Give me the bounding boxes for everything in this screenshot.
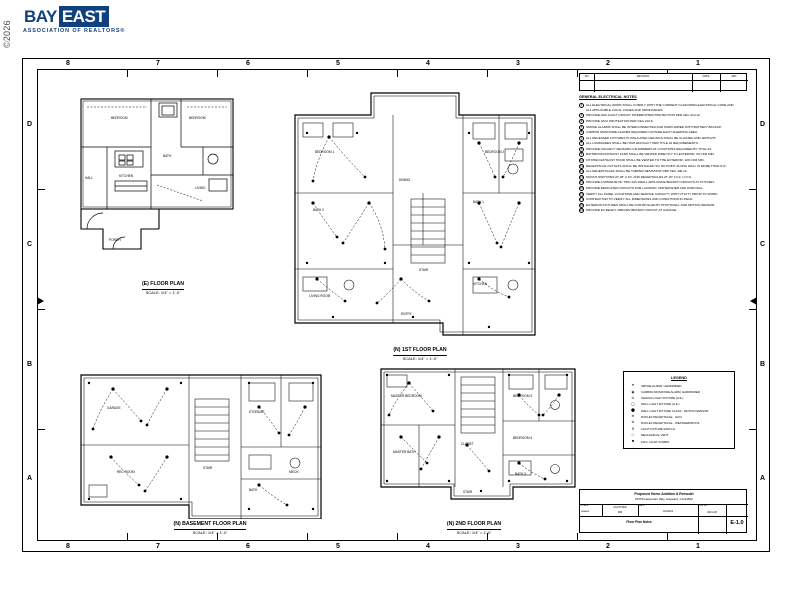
plan-proposed-second[interactable] [363, 359, 593, 519]
legend-item [628, 408, 730, 414]
zone-tick [37, 309, 45, 310]
zone-label-top-3: 3 [516, 60, 520, 67]
room-label: HALL [85, 176, 93, 180]
note-number: 11 [580, 164, 583, 168]
plan-basement[interactable] [63, 359, 341, 519]
room-label: GARAGE [107, 406, 121, 410]
note-item [579, 158, 739, 163]
carbon-monoxide-alarm-icon: ◉ [631, 389, 635, 394]
room-label: BEDROOM 3 [513, 394, 533, 398]
plan-proposed-second-caption [419, 521, 529, 535]
legend-item [628, 402, 730, 408]
bayeast-logo [22, 6, 152, 38]
legend-item-label: FAN / LIGHT COMBO [641, 439, 670, 444]
zone-label-top-4: 4 [426, 60, 430, 67]
divider [580, 80, 748, 81]
legend-item [628, 420, 730, 426]
zone-label-top-5: 5 [336, 60, 340, 67]
logo-bay-text: BAY [24, 7, 57, 26]
zone-label-top-2: 2 [606, 60, 610, 67]
legend-item [628, 414, 730, 420]
legend-item-label: DUPLEX RECEPTACLE - WEATHERPROOF [641, 420, 700, 425]
logo-wordmark [22, 6, 152, 27]
zone-tick [397, 533, 398, 541]
note-item [579, 208, 739, 213]
room-label: KITCHEN [473, 282, 487, 286]
note-item [579, 119, 739, 124]
note-item [579, 164, 739, 169]
zone-label-bottom-4: 4 [426, 543, 430, 550]
note-number: 1 [580, 103, 583, 107]
note-number: 6 [580, 136, 583, 140]
project-address: 26750 Hesperian Way, Hayward, CA 94542 [635, 496, 693, 501]
note-text: PROVIDE DEDICATED CIRCUITS FOR LAUNDRY, DISHWASHER AND DISPOSAL. [586, 186, 704, 191]
legend-item [628, 433, 730, 439]
room-label: BEDROOM 4 [513, 436, 533, 440]
field-value-scale: AS NOTED [613, 505, 627, 509]
room-label: BATH 2 [313, 208, 324, 212]
note-number: 9 [580, 153, 583, 157]
drawing-sheet [22, 58, 770, 552]
field-value-date: 01/14/22 [662, 509, 674, 513]
zone-label-right-C: C [759, 241, 765, 248]
project-name: Proposed Home Addition & Remodel [634, 492, 694, 496]
room-label: STORAGE [249, 410, 265, 414]
room-label: DINING [399, 178, 411, 182]
note-number: 12 [580, 170, 583, 174]
legend-item [628, 395, 730, 401]
zone-tick [217, 69, 218, 77]
room-label: REC ROOM [117, 470, 135, 474]
note-text: SMOKE ALARMS SHALL BE INTERCONNECTED AND HARD-WIRED WITH BATTERY BACKUP. [586, 124, 722, 129]
rev-header-revision: REVISION [636, 74, 650, 78]
divider [580, 516, 748, 517]
wall-light-icon: ◯ [630, 401, 636, 406]
note-item [579, 186, 739, 191]
legend-item-label: CARBON MONOXIDE ALARM, HARDWIRED [641, 390, 700, 395]
zone-tick [37, 189, 45, 190]
note-item [579, 175, 739, 180]
zone-label-bottom-8: 8 [66, 543, 70, 550]
room-label: MASTER BEDROOM [391, 394, 422, 398]
legend-item [628, 383, 730, 389]
title-block-main [579, 489, 747, 533]
plan-scale: SCALE: 1/4" = 1'-0" [145, 289, 181, 295]
plan-scale: SCALE: 1/4" = 1'-0" [402, 355, 438, 361]
legend-item-label: WALL LIGHT FIXTURE CLASS - MOTION SENSOR [641, 408, 709, 413]
rev-header-no: NO. [584, 74, 590, 78]
room-label: STAIR [463, 490, 473, 494]
note-item [579, 136, 739, 141]
rev-header-app: APP. [731, 74, 737, 78]
note-text: CONTRACTOR TO VERIFY ALL DIMENSIONS AND CONDITIONS IN FIELD. [586, 197, 694, 202]
field-value-drawn: RM [617, 510, 623, 514]
logo-east-text: EAST [59, 6, 109, 27]
note-text: PROVIDE GFCI PROTECTION PER CEC 210.8. [586, 118, 654, 123]
logo-subtitle: ASSOCIATION OF REALTORS® [23, 28, 126, 34]
zone-label-bottom-5: 5 [336, 543, 340, 550]
room-label: BATH [249, 488, 258, 492]
plan-title: (N) 1ST FLOOR PLAN [393, 347, 446, 356]
note-text: ALL RECEPTACLES SHALL BE TAMPER RESISTANT PER CEC 406.12. [586, 169, 688, 174]
zone-tick [667, 533, 668, 541]
note-text: VERIFY ALL PANEL LOCATIONS AND SERVICE CAPACITY WITH UTILITY PRIOR TO WORK. [586, 191, 719, 196]
room-label: LIVING ROOM [309, 294, 331, 298]
room-label: PORCH [109, 238, 121, 242]
room-label: BEDROOM [189, 116, 206, 120]
field-label-drawn: DRAWN [581, 510, 590, 513]
note-text: CARBON MONOXIDE ALARMS REQUIRED OUTSIDE EACH SLEEPING AREA. [586, 130, 698, 135]
ceiling-light-icon: ⊙ [631, 395, 635, 400]
zone-tick [749, 309, 757, 310]
sheet-number: E-1.0 [730, 520, 744, 526]
zone-tick [37, 429, 45, 430]
note-item [579, 192, 739, 197]
legend-item [628, 426, 730, 432]
note-number: 2 [580, 114, 583, 118]
note-number: 3 [580, 119, 583, 123]
note-text: MOUNT SWITCHES AT 48" A.F.F. AND RECEPTACLES AT 15" A.F.F. U.O.N. [586, 174, 692, 179]
plan-proposed-first[interactable] [273, 73, 563, 343]
center-mark-arrow-left-icon [37, 297, 44, 305]
note-item [579, 197, 739, 202]
plan-title: (E) FLOOR PLAN [142, 281, 184, 290]
zone-label-bottom-3: 3 [516, 543, 520, 550]
note-number: 14 [580, 181, 583, 185]
legend-item-label: LIGHT FIXTURE SWITCH [641, 427, 675, 432]
note-number: 18 [580, 203, 583, 207]
zone-tick [127, 69, 128, 77]
note-number: 15 [580, 187, 583, 191]
zone-label-bottom-6: 6 [246, 543, 250, 550]
legend-item-label: DUPLEX RECEPTACLE - GFCI [641, 414, 682, 419]
zone-label-top-7: 7 [156, 60, 160, 67]
note-item [579, 169, 739, 174]
zone-tick [37, 69, 45, 70]
room-label: ENTRY [401, 312, 412, 316]
zone-tick [749, 189, 757, 190]
legend-panel [623, 371, 735, 449]
zone-label-bottom-1: 1 [696, 543, 700, 550]
zone-label-top-1: 1 [696, 60, 700, 67]
legend-item-label: SMOKE ALARM, HARDWIRED [641, 383, 682, 388]
note-item [579, 147, 739, 152]
zone-tick [749, 429, 757, 430]
note-number: 17 [580, 198, 583, 202]
note-text: RECEPTACLE OUTLETS SHALL BE INSTALLED SO NO POINT ALONG WALL IS MORE THAN 6'-0". [586, 163, 728, 168]
note-number: 19 [580, 209, 583, 213]
gfci-receptacle-icon: ⊖ [631, 414, 635, 419]
legend-item-label: MECHANICAL VENT [641, 433, 669, 438]
note-number: 16 [580, 192, 583, 196]
zone-label-left-B: B [27, 361, 33, 368]
note-item [579, 203, 739, 208]
note-text: ALL ELECTRICAL WORK SHALL COMPLY WITH THE CURRENT CALIFORNIA ELECTRICAL CODE AND ALL APPLICABLE LOCAL CODES AND ORDINANCES. [586, 102, 734, 112]
room-label: MECH. [289, 470, 300, 474]
zone-tick [37, 533, 38, 541]
room-label: BEDROOM 2 [485, 150, 505, 154]
light-switch-icon: S [631, 426, 635, 431]
note-text: BATHROOM EXHAUST FANS SHALL BE VENTED DIRECTLY TO EXTERIOR, 50 CFM MIN. [586, 152, 715, 157]
plan-basement-linework [63, 359, 341, 519]
zone-label-top-6: 6 [246, 60, 250, 67]
note-number: 8 [580, 147, 583, 151]
legend-item [628, 439, 730, 445]
legend-item-label: CEILING LIGHT FIXTURE (H.E.) [641, 396, 684, 401]
note-item [579, 152, 739, 157]
room-label: CLOSET [461, 442, 474, 446]
project-info [580, 492, 748, 501]
note-text: PROVIDE ARC-FAULT CIRCUIT INTERRUPTER PROTECTION PER CEC 210.12. [586, 113, 701, 118]
notes-heading: GENERAL ELECTRICAL NOTES [579, 95, 637, 99]
plan-existing-first-caption [118, 281, 208, 295]
note-number: 13 [580, 175, 583, 179]
mechanical-vent-icon: □ [631, 432, 635, 437]
note-item [579, 125, 739, 130]
zone-tick [307, 533, 308, 541]
note-text: ALL LUMINAIRES SHALL BE HIGH EFFICACY PER TITLE 24 REQUIREMENTS. [586, 141, 699, 146]
note-item [579, 180, 739, 185]
note-number: 4 [580, 125, 583, 129]
rev-header-date: DATE [702, 74, 710, 78]
divider [698, 504, 699, 534]
weatherproof-receptacle-icon: ⊜ [631, 420, 635, 425]
note-text: PROVIDE EV-READY 208/240V BRANCH CIRCUIT AT GARAGE. [586, 208, 678, 213]
note-item [579, 141, 739, 146]
zone-tick [127, 533, 128, 541]
plan-proposed-second-linework [363, 359, 593, 519]
zone-tick [577, 533, 578, 541]
plan-scale: SCALE: 1/4" = 1'-0" [456, 529, 492, 535]
note-item [579, 103, 739, 113]
zone-label-left-D: D [27, 121, 33, 128]
zone-tick [577, 69, 578, 77]
zone-label-right-B: B [759, 361, 765, 368]
room-label: STAIR [203, 466, 213, 470]
note-text: EXTERIOR FIXTURES SHALL BE CONTROLLED BY PHOTOCELL AND MOTION SENSOR. [586, 202, 716, 207]
general-notes-panel [579, 95, 739, 214]
room-label: MASTER BATH [393, 450, 416, 454]
note-text: KITCHEN EXHAUST HOOD SHALL BE VENTED TO THE EXTERIOR, 100 CFM MIN. [586, 158, 705, 163]
center-mark-arrow-right-icon [750, 297, 757, 305]
plan-title: (N) BASEMENT FLOOR PLAN [174, 521, 247, 530]
zone-label-left-A: A [27, 475, 33, 482]
smoke-alarm-icon: ● [631, 383, 635, 388]
zone-tick [37, 69, 38, 77]
room-label: KITCHEN [119, 174, 133, 178]
sheet-title: Floor Plan Notes [626, 520, 652, 524]
note-item [579, 113, 739, 118]
field-value-jobno: 2021-18 [707, 510, 717, 514]
plan-basement-caption [155, 521, 265, 535]
room-label: BATH [163, 154, 172, 158]
fan-light-combo-icon: ■ [631, 439, 635, 444]
plan-title: (N) 2ND FLOOR PLAN [447, 521, 501, 530]
room-label: LIVING [195, 186, 206, 190]
room-label: BATH 1 [473, 200, 484, 204]
zone-label-top-8: 8 [66, 60, 70, 67]
room-label: BEDROOM [111, 116, 128, 120]
legend-item-label: WALL LIGHT FIXTURE (H.E.) [641, 402, 680, 407]
field-label-jobno: JOB NO. [699, 504, 708, 507]
zone-label-right-D: D [759, 121, 765, 128]
note-text: PROVIDE VACANCY SENSORS OR DIMMERS AT LOCATIONS REQUIRED BY TITLE 24. [586, 146, 712, 151]
note-text: ALL RECESSED FIXTURES IN INSULATED CEILINGS SHALL BE IC-RATED AND AIRTIGHT. [586, 135, 717, 140]
copyright-watermark: ©2026 [2, 20, 12, 48]
room-label: BEDROOM 1 [315, 150, 335, 154]
zone-label-left-C: C [27, 241, 33, 248]
plan-existing-first[interactable] [63, 89, 253, 264]
room-label: STAIR [419, 268, 429, 272]
legend-title: LEGEND [671, 376, 687, 380]
divider [726, 504, 727, 534]
field-label-date: DATE [639, 504, 645, 507]
note-text: PROVIDE A MINIMUM OF TWO 20A SMALL APPLIANCE BRANCH CIRCUITS AT KITCHEN. [586, 180, 715, 185]
title-block [579, 73, 747, 91]
zone-label-right-A: A [759, 475, 765, 482]
note-number: 10 [580, 159, 583, 163]
zone-label-bottom-2: 2 [606, 543, 610, 550]
room-label: BATH 3 [515, 472, 526, 476]
note-item [579, 130, 739, 135]
plan-scale: SCALE: 1/4" = 1'-0" [192, 529, 228, 535]
note-number: 7 [580, 142, 583, 146]
zone-label-bottom-7: 7 [156, 543, 160, 550]
motion-sensor-light-icon: ⬤ [630, 408, 636, 413]
field-label-scale: SCALE [581, 504, 589, 507]
legend-item [628, 389, 730, 395]
note-number: 5 [580, 131, 583, 135]
